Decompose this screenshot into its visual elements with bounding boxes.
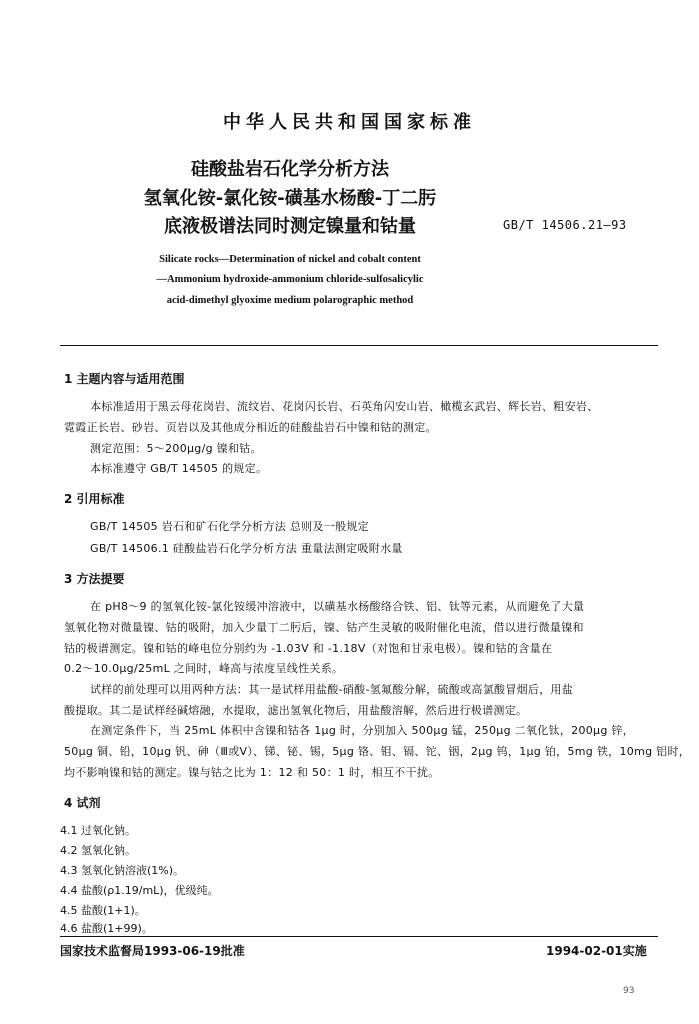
title-line-3: 底液极谱法同时测定镍量和钴量: [164, 216, 416, 237]
english-title-line-2: —Ammonium hydroxide-ammonium chloride-sulfosalicylic: [156, 274, 424, 285]
section-2-heading: 2 引用标准: [64, 492, 125, 506]
reagent-item: 4.6 盐酸(1+99)。: [60, 922, 153, 935]
reagent-item: 4.4 盐酸(ρ1.19/mL)，优级纯。: [60, 884, 219, 897]
method-summary-line: 钴的极谱测定。镍和钴的峰电位分别约为 -1.03V 和 -1.18V（对饱和甘汞电极）。镍和钴的含量在: [64, 642, 553, 655]
section-1-paragraph-line: 霓霞正长岩、砂岩、页岩以及其他成分相近的硅酸盐岩石中镍和钴的测定。: [64, 421, 437, 434]
english-title-line-3: acid-dimethyl glyoxime medium polarographic method: [166, 295, 414, 306]
method-summary-line: 酸提取。其二是试样经碱熔融，水提取，滤出氢氧化物后，用盐酸溶解，然后进行极谱测定。: [64, 704, 528, 717]
method-summary-line: 在 pH8～9 的氢氧化铵-氯化铵缓冲溶液中，以磺基水杨酸络合铁、铝、钛等元素，从而避免了大量: [90, 600, 585, 613]
method-summary-line: 50μg 铜、铅，10μg 钒、砷（Ⅲ或Ⅴ）、锑、铋、锡，5μg 铬、钼、镉、铊、铟，2μg 钨，1μg 铂，5mg 铁，10mg 铝时，: [64, 745, 691, 758]
english-title-line-1: Silicate rocks—Determination of nickel and cobalt content: [159, 254, 421, 265]
reagent-item: 4.1 过氧化钠。: [60, 824, 136, 837]
header-divider: [60, 345, 658, 346]
section-3-heading: 3 方法提要: [64, 572, 125, 586]
method-summary-line: 在测定条件下，当 25mL 体积中含镍和钴各 1μg 时，分别加入 500μg 锰，250μg 二氧化钛，200μg 锌，: [90, 724, 635, 737]
section-4-heading: 4 试剂: [64, 796, 101, 810]
issuing-body: 中华人民共和国国家标准: [223, 112, 476, 133]
title-line-2: 氢氧化铵-氯化铵-磺基水杨酸-丁二肟: [143, 188, 437, 209]
method-summary-line: 均不影响镍和钴的测定。镍与钴之比为 1：12 和 50：1 时，相互不干扰。: [64, 766, 440, 779]
standard-code: GB/T 14506.21—93: [503, 218, 627, 232]
method-summary-line: 0.2～10.0μg/25mL 之间时，峰高与浓度呈线性关系。: [64, 662, 344, 675]
section-1-paragraph-line: 本标准适用于黑云母花岗岩、流纹岩、花岗闪长岩、石英角闪安山岩、橄榄玄武岩、辉长岩、粗安岩、: [90, 400, 599, 413]
reference-standard-2: GB/T 14506.1 硅酸盐岩石化学分析方法 重量法测定吸附水量: [90, 542, 403, 555]
reagent-item: 4.5 盐酸(1+1)。: [60, 904, 146, 917]
section-1-heading: 1 主题内容与适用范围: [64, 372, 185, 386]
footer-divider: [60, 936, 658, 937]
title-line-1: 硅酸盐岩石化学分析方法: [191, 159, 389, 180]
method-summary-line: 氢氧化物对微量镍、钴的吸附，加入少量丁二肟后，镍、钴产生灵敏的吸附催化电流，借以进行微量镍和: [64, 621, 584, 634]
compliance-note: 本标准遵守 GB/T 14505 的规定。: [90, 462, 268, 475]
reagent-item: 4.2 氢氧化钠。: [60, 844, 136, 857]
measurement-range: 测定范围：5～200μg/g 镍和钴。: [90, 442, 262, 455]
implementation-date: 1994-02-01实施: [546, 944, 647, 958]
reference-standard-1: GB/T 14505 岩石和矿石化学分析方法 总则及一般规定: [90, 520, 369, 533]
page-number: 93: [623, 986, 635, 996]
approval-date: 国家技术监督局1993-06-19批准: [60, 944, 245, 958]
method-summary-line: 试样的前处理可以用两种方法：其一是试样用盐酸-硝酸-氢氟酸分解，硫酸或高氯酸冒烟后，用盐: [90, 683, 574, 696]
reagent-item: 4.3 氢氧化钠溶液(1%)。: [60, 864, 185, 877]
